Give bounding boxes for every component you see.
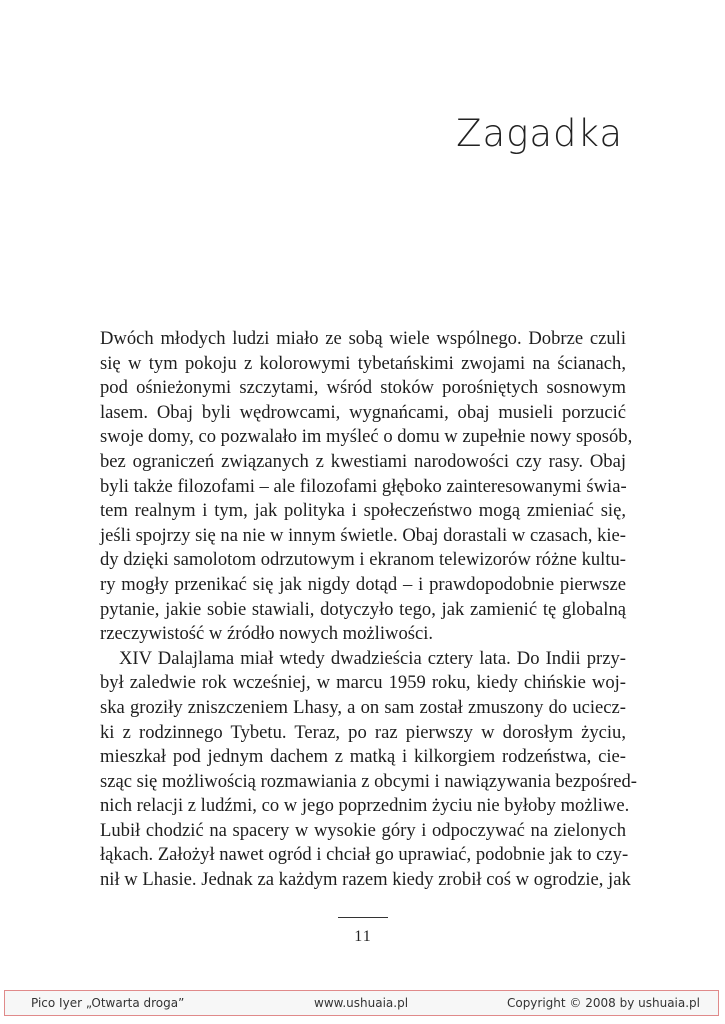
text-line: lasem. Obaj byli wędrowcami, wygnańcami, obaj musieli porzucić xyxy=(100,401,626,423)
text-line: Dwóch młodych ludzi miało ze sobą wiele wspólnego. Dobrze czuli xyxy=(100,328,626,349)
text-line: się w tym pokoju z kolorowymi tybetańskimi zwojami na ścianach, xyxy=(100,352,626,374)
text-line: Lubił chodzić na spacery w wysokie góry i odpoczywać na zielonych xyxy=(100,819,626,841)
text-line: byli także filozofami – ale filozofami głęboko zainteresowanymi świa- xyxy=(100,475,627,497)
text-line: tem realnym i tym, jak polityka i społeczeństwo mogą zmieniać się, xyxy=(100,500,626,522)
text-line: XIV Dalajlama miał wtedy dwadzieścia cztery lata. Do Indii przy- xyxy=(119,647,626,669)
chapter-title: Zagadka xyxy=(456,112,623,155)
text-line: ska groziły zniszczeniem Lhasy, a on sam został zmuszony do uciecz- xyxy=(100,696,626,718)
text-line: sząc się możliwością rozmawiania z obcymi i nawiązywania bezpośred- xyxy=(100,770,637,792)
text-line: nił w Lhasie. Jednak za każdym razem kiedy zrobił coś w ogrodzie, jak xyxy=(100,869,631,891)
footer-copyright: Copyright © 2008 by ushuaia.pl xyxy=(506,996,700,1010)
text-line: jeśli spojrzy się na nie w innym świetle. Obaj dorastali w czasach, kie- xyxy=(100,524,626,546)
page-number: 11 xyxy=(354,928,372,945)
text-line: ki z rodzinnego Tybetu. Teraz, po raz pierwszy w dorosłym życiu, xyxy=(100,721,626,743)
text-line: pod ośnieżonymi szczytami, wśród stoków porośniętych sosnowym xyxy=(100,377,626,399)
footer-website-link[interactable]: www.ushuaia.pl xyxy=(314,996,409,1010)
text-line: pytanie, jakie sobie stawiali, dotyczyło tego, jak zamienić tę globalną xyxy=(100,598,626,620)
text-line: mieszkał pod jednym dachem z matką i kilkorgiem rodzeństwa, cie- xyxy=(100,746,626,768)
text-line: nich relacji z ludźmi, co w jego poprzednim życiu nie byłoby możliwe. xyxy=(100,795,630,817)
text-line: dy dzięki samolotom odrzutowym i ekranom telewizorów różne kultu- xyxy=(100,549,626,571)
text-line: rzeczywistość w źródło nowych możliwości. xyxy=(100,623,434,645)
text-line: ry mogły przenikać się jak nigdy dotąd – i prawdopodobnie pierwsze xyxy=(100,573,626,595)
text-line: swoje domy, co pozwalało im myśleć o domu w zupełnie nowy sposób, xyxy=(100,426,633,448)
text-line: był zaledwie rok wcześniej, w marcu 1959 roku, kiedy chińskie woj- xyxy=(100,672,626,694)
body-text xyxy=(100,327,637,893)
page-number-rule xyxy=(338,917,388,918)
text-line: łąkach. Założył nawet ogród i chciał go uprawiać, podobnie jak to czy- xyxy=(100,844,629,866)
footer-book-title: Pico Iyer „Otwarta droga” xyxy=(31,996,185,1010)
text-line: bez ograniczeń związanych z kwestiami narodowości czy rasy. Obaj xyxy=(100,450,626,472)
footer-bar xyxy=(4,990,719,1016)
